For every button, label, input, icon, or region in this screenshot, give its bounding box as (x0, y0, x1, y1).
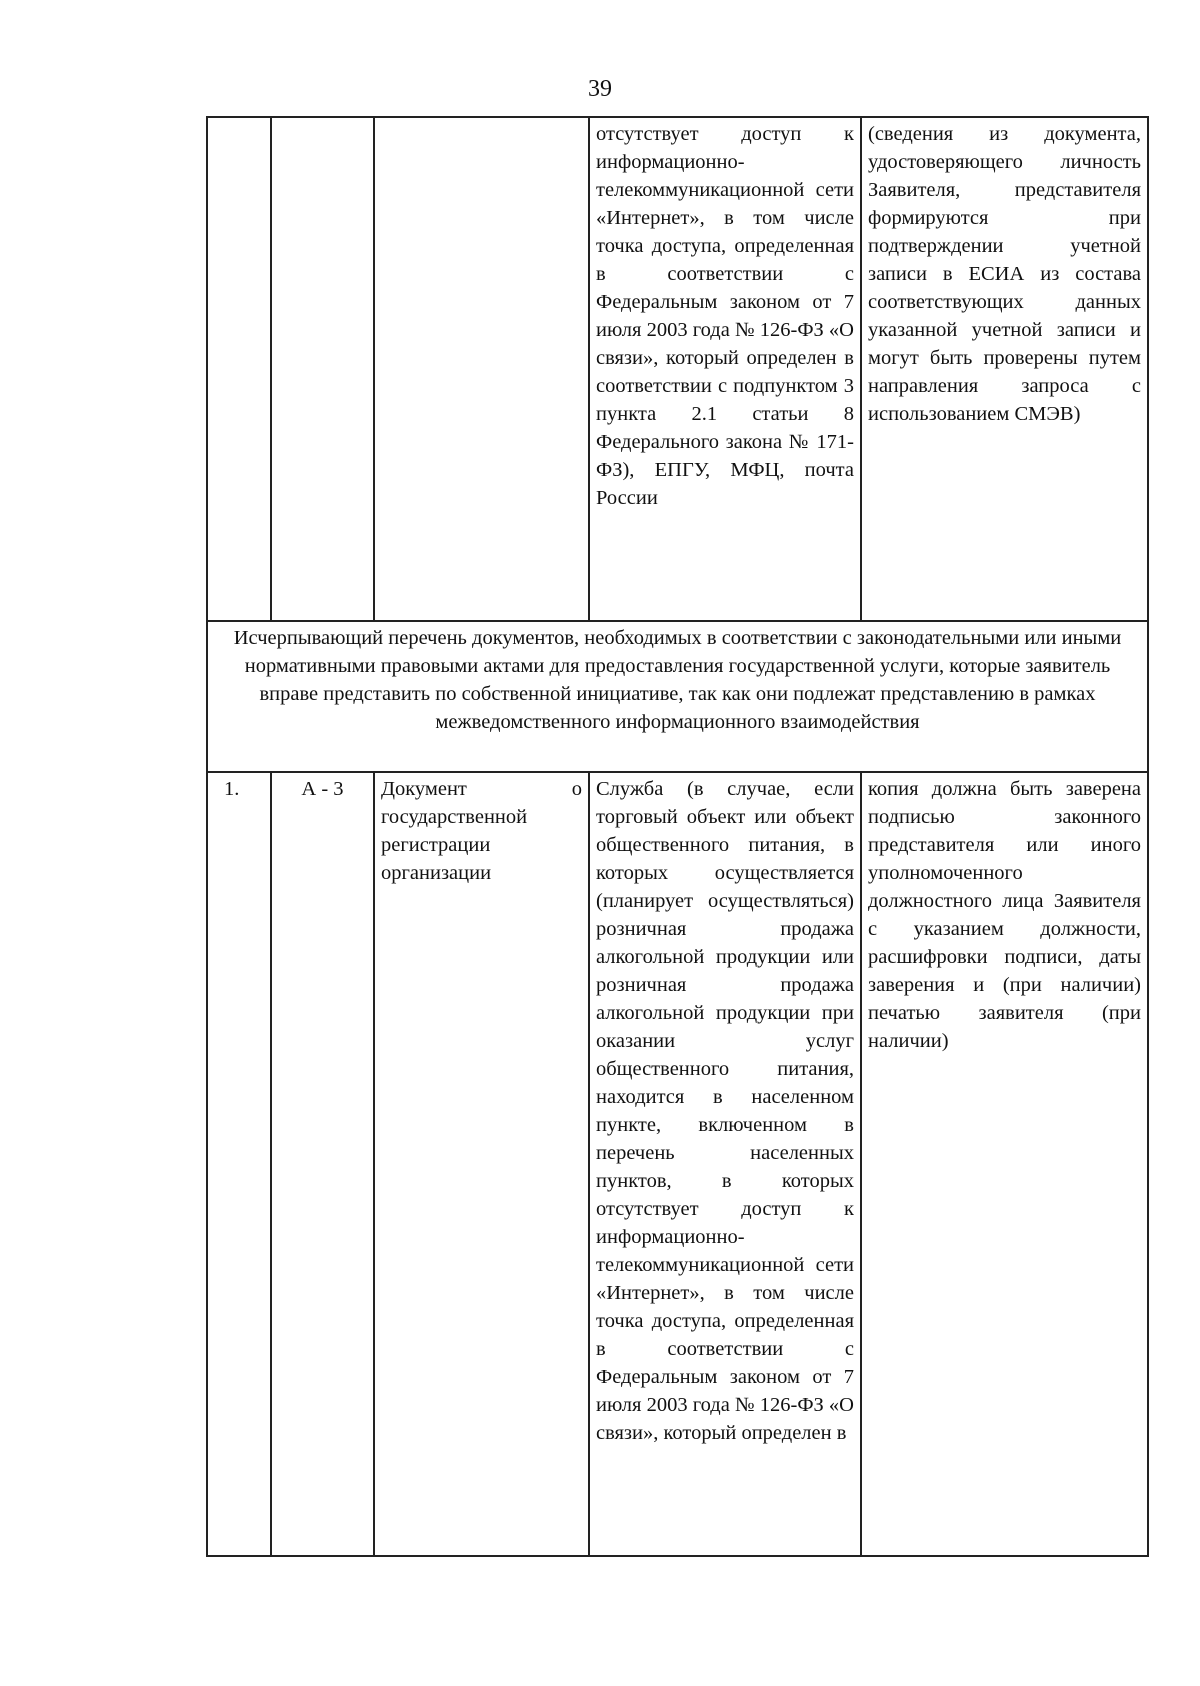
documents-table (206, 116, 1149, 1557)
cell-how-obtained: Служба (в случае, если торговый объект или объект общественного питания, в которых осуществляется (планирует осуществляться) розничная продажа алкогольной продукции или розничная продажа алкогольной продукции при оказании услуг общественного питания, находится в населенном пункте, включенном в перечень населенных пунктов, в которых отсутствует доступ к информационно-телекоммуникационной сети «Интернет», в том числе точка доступа, определенная в соответствии с Федеральным законом от 7 июля 2003 года № 126-ФЗ «О связи», который определен в (589, 772, 861, 1556)
section-heading: Исчерпывающий перечень документов, необходимых в соответствии с законодательными или иными нормативными правовыми актами для предоставления государственной услуги, которые заявитель вправе представить по собственной инициативе, так как они подлежат представлению в рамках межведомственного информационного взаимодействия (207, 621, 1148, 772)
cell-requirements: копия должна быть заверена подписью законного представителя или иного уполномоченного должностного лица Заявителя с указанием должности, расшифровки подписи, даты заверения и (при наличии) печатью заявителя (при наличии) (861, 772, 1148, 1556)
cell-number: 1. (207, 772, 271, 1556)
cell-how-obtained: отсутствует доступ к информационно-телекоммуникационной сети «Интернет», в том числе точка доступа, определенная в соответствии с Федеральным законом от 7 июля 2003 года № 126-ФЗ «О связи», который определен в соответствии с подпунктом 3 пункта 2.1 статьи 8 Федерального закона № 171-ФЗ), ЕПГУ, МФЦ, почта России (589, 117, 861, 621)
table-row-continued (207, 117, 1148, 621)
cell-code-empty (271, 117, 374, 621)
cell-requirements: (сведения из документа, удостоверяющего личность Заявителя, представителя формируются при подтверждении учетной записи в ЕСИА из состава соответствующих данных указанной учетной записи и могут быть проверены путем направления запроса с использованием СМЭВ) (861, 117, 1148, 621)
cell-document: Документ о государственной регистрации организации (374, 772, 589, 1556)
cell-code: А - 3 (271, 772, 374, 1556)
table-row-section (207, 621, 1148, 772)
cell-document-empty (374, 117, 589, 621)
cell-number-empty (207, 117, 271, 621)
page-number: 39 (588, 76, 612, 102)
table-row (207, 772, 1148, 1556)
